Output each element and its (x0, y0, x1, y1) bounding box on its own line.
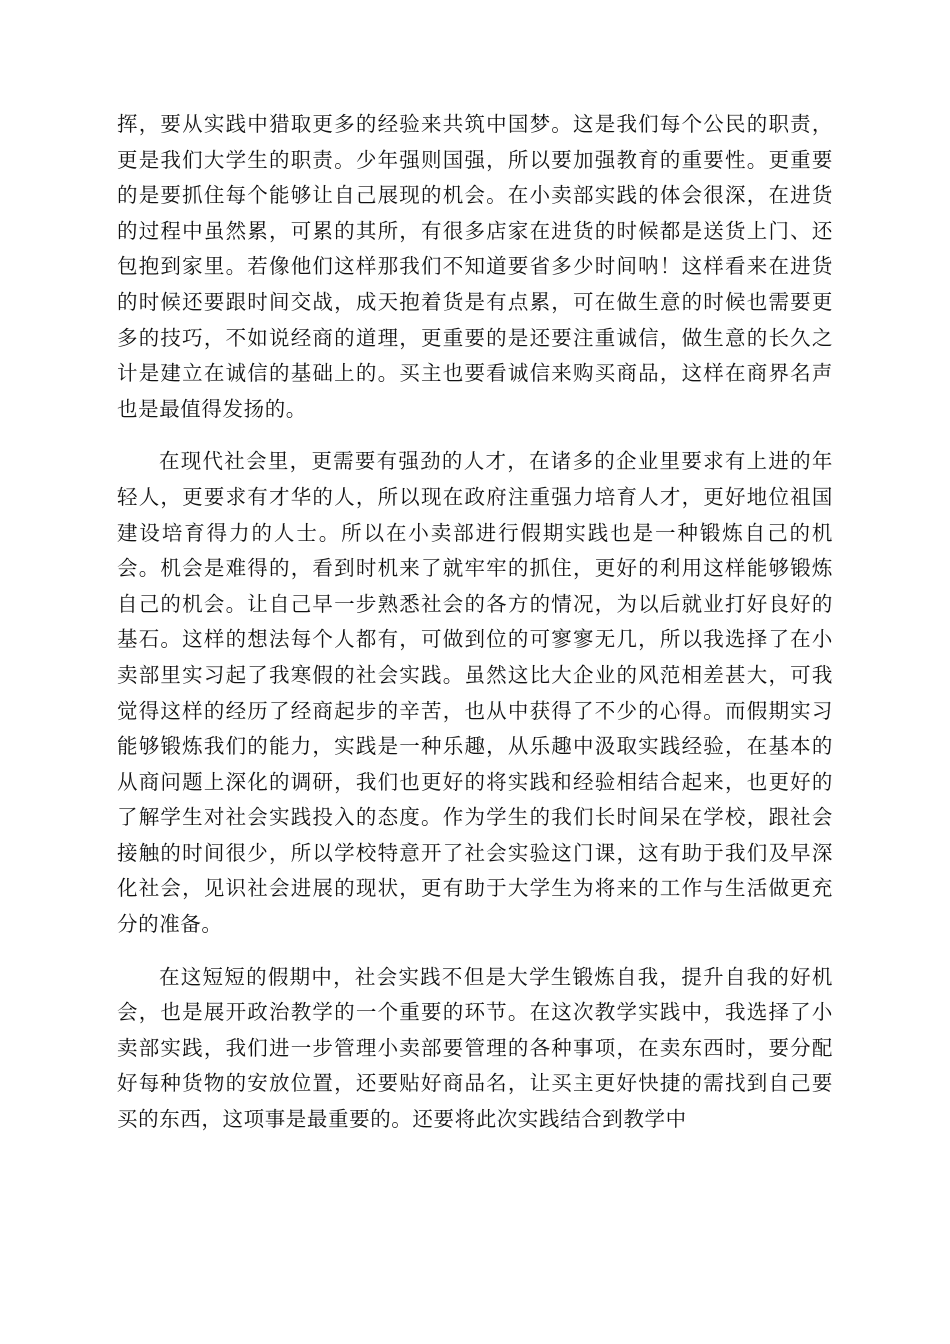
paragraph-holiday-practice: 在这短短的假期中，社会实践不但是大学生锻炼自我，提升自我的好机会，也是展开政治教学的一个重要的环节。在这次教学实践中，我选择了小卖部实践，我们进一步管理小卖部要管理的各种事项，在卖东西时，要分配好每种货物的安放位置，还要贴好商品名，让买主更好快捷的需找到自己要买的东西，这项事是最重要的。还要将此次实践结合到教学中 (117, 964, 833, 1132)
document-page (117, 107, 833, 1138)
paragraph-continued: 挥，要从实践中猎取更多的经验来共筑中国梦。这是我们每个公民的职责，更是我们大学生的职责。少年强则国强，所以要加强教育的重要性。更重要的是要抓住每个能够让自己展现的机会。在小卖部实践的体会很深，在进货的过程中虽然累，可累的其所，有很多店家在进货的时候都是送货上门、还包抱到家里。若像他们这样那我们不知道要省多少时间呐！这样看来在进货的时候还要跟时间交战，成天抱着货是有点累，可在做生意的时候也需要更多的技巧，不如说经商的道理，更重要的是还要注重诚信，做生意的长久之计是建立在诚信的基础上的。买主也要看诚信来购买商品，这样在商界名声也是最值得发扬的。 (117, 112, 833, 421)
paragraph-modern-society: 在现代社会里，更需要有强劲的人才，在诸多的企业里要求有上进的年轻人，更要求有才华的人，所以现在政府注重强力培育人才，更好地位祖国建设培育得力的人士。所以在小卖部进行假期实践也是一种锻炼自己的机会。机会是难得的，看到时机来了就牢牢的抓住，更好的利用这样能够锻炼自己的机会。让自己早一步熟悉社会的各方的情况，为以后就业打好良好的基石。这样的想法每个人都有，可做到位的可寥寥无几，所以我选择了在小卖部里实习起了我寒假的社会实践。虽然这比大企业的风范相差甚大，可我觉得这样的经历了经商起步的辛苦，也从中获得了不少的心得。而假期实习能够锻炼我们的能力，实践是一种乐趣，从乐趣中汲取实践经验，在基本的从商问题上深化的调研，我们也更好的将实践和经验相结合起来，也更好的了解学生对社会实践投入的态度。作为学生的我们长时间呆在学校，跟社会接触的时间很少，所以学校特意开了社会实验这门课，这有助于我们及早深化社会，见识社会进展的现状，更有助于大学生为将来的工作与生活做更充分的准备。 (117, 449, 833, 937)
